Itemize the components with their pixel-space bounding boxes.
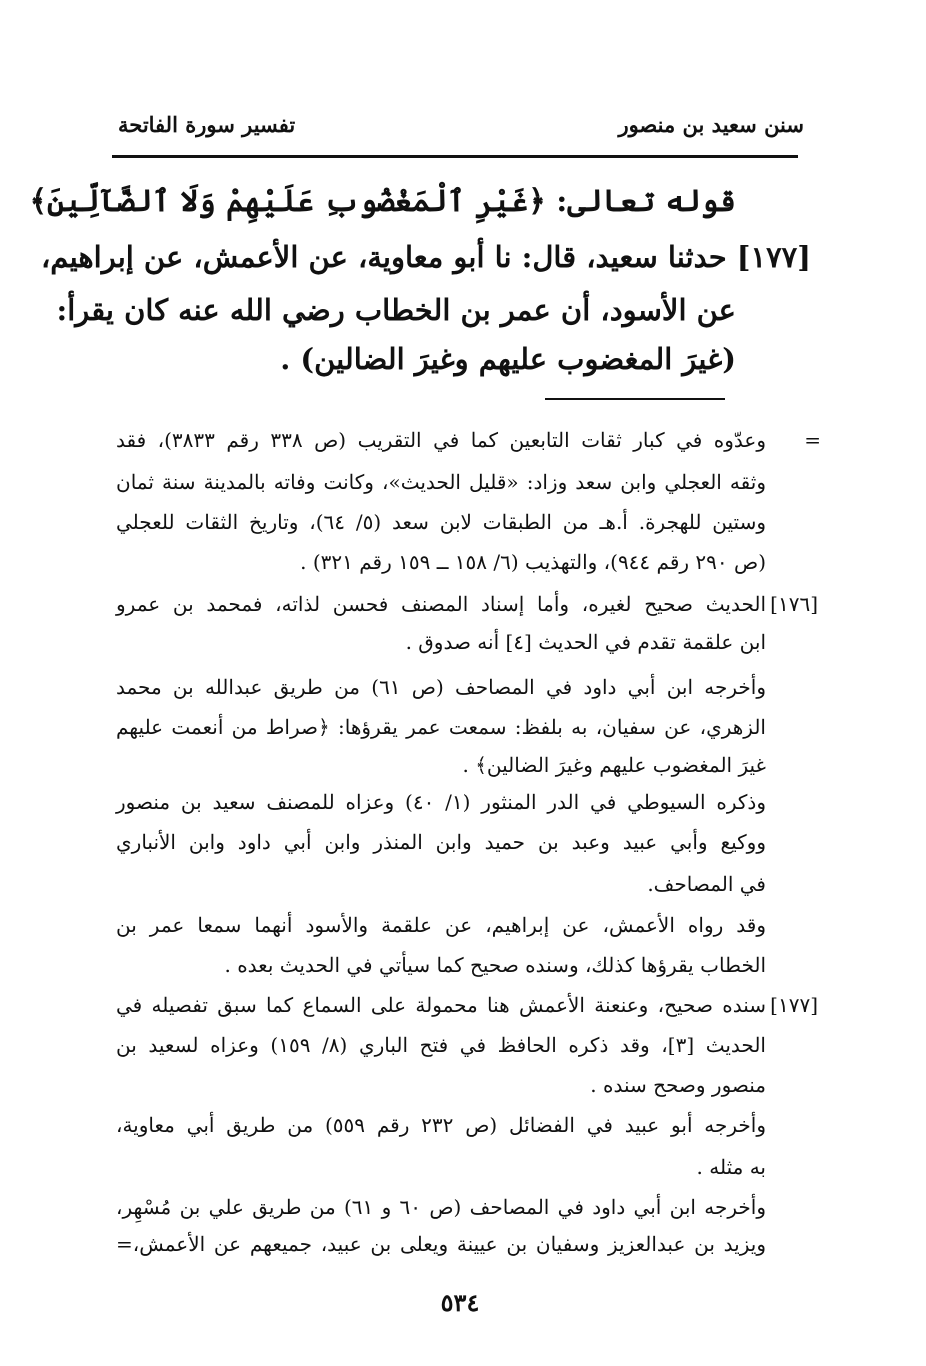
footnote-line: (ص ٢٩٠ رقم ٩٤٤)، والتهذيب (٦/ ١٥٨ ــ ١٥٩ رقم ٣٢١) . <box>300 550 766 574</box>
footnote-line: سنده صحيح، وعنعنة الأعمش هنا محمولة على السماع كما سبق تفصيله في <box>116 993 766 1017</box>
footnote-line: الخطاب يقرؤها كذلك، وسنده صحيح كما سيأتي في الحديث بعده . <box>224 953 766 977</box>
footnote-line: ويزيد بن عبدالعزيز وسفيان بن عيينة ويعلى بن عبيد، جميعهم عن الأعمش،= <box>116 1232 766 1256</box>
verse-heading: قوله تعالى: ﴿غَيْرِ ٱلْمَغْضُوبِ عَلَيْهِمْ وَلَا ٱلضَّآلِّينَ﴾ <box>29 184 736 219</box>
footnote-number-176: [١٧٦] <box>770 592 818 616</box>
footnote-continuation-marker: = <box>804 428 821 452</box>
footnote-line: ووكيع وأبي عبيد وعبد بن حميد وابن المنذر وابن أبي داود وابن الأنباري <box>116 830 766 854</box>
footnote-line: الحديث [٣]، وقد ذكره الحافظ في فتح الباري (٨/ ١٥٩) وعزاه لسعيد بن <box>116 1033 766 1057</box>
footnote-line: وذكره السيوطي في الدر المنثور (١/ ٤٠) وعزاه للمصنف سعيد بن منصور <box>116 790 766 814</box>
footnote-line: وثقه العجلي وابن سعد وزاد: «قليل الحديث»، وكانت وفاته بالمدينة سنة ثمان <box>116 470 766 494</box>
footnote-line: وأخرجه ابن أبي داود في المصاحف (ص ٦٠ و ٦١) من طريق علي بن مُسْهِر، <box>116 1195 766 1219</box>
hadith-line: [١٧٧] حدثنا سعيد، قال: نا أبو معاوية، عن الأعمش، عن إبراهيم، <box>40 240 811 274</box>
footnote-line: الزهري، عن سفيان، به بلفظ: سمعت عمر يقرؤها: ﴿صراط من أنعمت عليهم <box>116 715 766 739</box>
footnote-line: به مثله . <box>696 1155 766 1179</box>
footnote-line: ابن علقمة تقدم في الحديث [٤] أنه صدوق . <box>405 630 766 654</box>
hadith-line: (غيرَ المغضوب عليهم وغيرَ الضالين) . <box>280 342 736 376</box>
running-header-book-title: سنن سعيد بن منصور <box>618 112 804 137</box>
footnote-number-177: [١٧٧] <box>770 993 818 1017</box>
footnote-separator <box>545 398 725 400</box>
footnote-line: في المصاحف. <box>647 872 766 896</box>
footnote-line: وأخرجه ابن أبي داود في المصاحف (ص ٦١) من طريق عبدالله بن محمد <box>116 675 766 699</box>
footnote-line: منصور وصحح سنده . <box>590 1073 766 1097</box>
footnote-line: غيرَ المغضوب عليهم وغيرَ الضالين﴾ . <box>462 753 766 777</box>
header-rule <box>112 155 798 158</box>
hadith-line: عن الأسود، أن عمر بن الخطاب رضي الله عنه كان يقرأ: <box>56 293 736 327</box>
footnote-line: وقد رواه الأعمش، عن إبراهيم، عن علقمة والأسود أنهما سمعا عمر بن <box>116 913 766 937</box>
page-number: ٥٣٤ <box>440 1288 480 1317</box>
footnote-line: وستين للهجرة. أ.هـ من الطبقات لابن سعد (٥/ ٦٤)، وتاريخ الثقات للعجلي <box>116 510 766 534</box>
footnote-line: وعدّوه في كبار ثقات التابعين كما في التقريب (ص ٣٣٨ رقم ٣٨٣٣)، فقد <box>116 428 767 452</box>
running-header-chapter-title: تفسير سورة الفاتحة <box>118 112 296 137</box>
footnote-line: الحديث صحيح لغيره، وأما إسناد المصنف فحسن لذاته، فمحمد بن عمرو <box>116 592 766 616</box>
footnote-line: وأخرجه أبو عبيد في الفضائل (ص ٢٣٢ رقم ٥٥٩) من طريق أبي معاوية، <box>116 1113 766 1137</box>
